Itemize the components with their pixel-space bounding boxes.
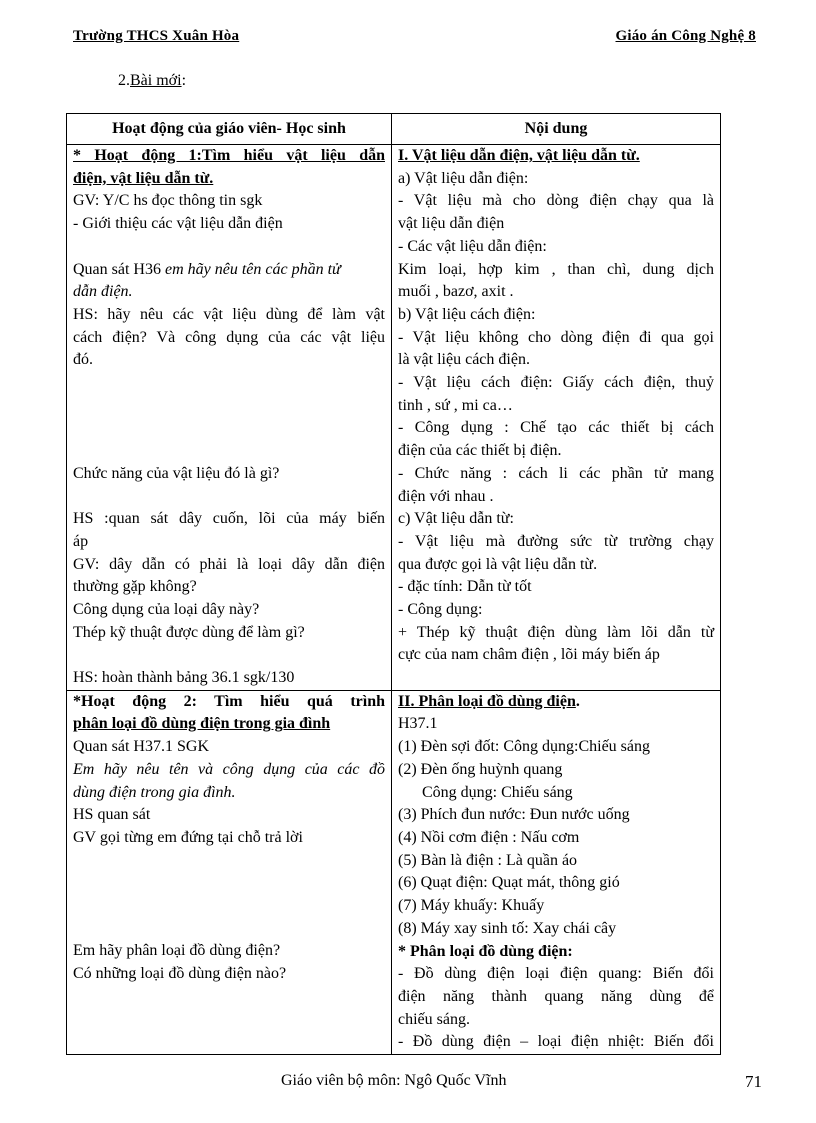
content-1-heading: I. Vật liệu dẫn điện, vật liệu dẫn từ. <box>398 147 640 164</box>
text-line: thường gặp không? <box>73 578 197 596</box>
text-line: - Công dụng : Chế tạo các thiết bị cách <box>398 419 714 437</box>
blank-line <box>73 417 385 440</box>
text-line: + Thép kỹ thuật điện dùng làm lõi dẫn từ <box>398 623 714 641</box>
text-line: b) Vật liệu cách điện: <box>398 305 536 323</box>
blank-line <box>73 644 385 667</box>
text-line: cách điện? Và công dụng của các vật liệu <box>73 328 385 346</box>
text-line: đó. <box>73 351 93 369</box>
text-line: H37.1 <box>398 715 438 733</box>
text-line: a) Vật liệu dẫn điện: <box>398 169 529 187</box>
observe-label: Quan sát H36 <box>73 260 161 278</box>
text-line: điện năng thành quang năng dùng để <box>398 987 714 1005</box>
blank-line <box>73 895 385 918</box>
text-line: - đặc tính: Dẫn từ tốt <box>398 578 532 596</box>
section-heading <box>118 72 186 90</box>
text-line: dẫn điện. <box>73 283 133 301</box>
text-line: tinh , sứ , mi ca… <box>398 396 513 414</box>
text-line: Chức năng của vật liệu đó là gì? <box>73 464 280 482</box>
text-line: vật liệu dẫn điện <box>398 215 505 233</box>
text-line: Công dụng: Chiếu sáng <box>422 783 573 801</box>
header-activities: Hoạt động của giáo viên- Học sinh <box>67 114 392 145</box>
footer-teacher: Giáo viên bộ môn: Ngô Quốc Vĩnh <box>281 1072 507 1089</box>
table-row <box>67 145 721 691</box>
text-line: - Đồ dùng điện loại điện quang: Biến đổi <box>398 965 714 983</box>
text-line: (3) Phích đun nước: Đun nước uống <box>398 806 630 824</box>
text-line: GV: Y/C hs đọc thông tin sgk <box>73 192 263 210</box>
content-cell-1 <box>392 145 721 691</box>
text-line: (1) Đèn sợi đốt: Công dụng:Chiếu sáng <box>398 738 650 756</box>
text-line: HS :quan sát dây cuốn, lõi của máy biến <box>73 510 385 528</box>
activity-cell-2 <box>67 690 392 1054</box>
content-2-heading-text: II. Phân loại đồ dùng điện <box>398 692 576 710</box>
text-line: điện của các thiết bị điện. <box>398 442 562 460</box>
text-line: Em hãy phân loại đồ dùng điện? <box>73 942 281 960</box>
activity-2-title-cont: phân loại đồ dùng điện trong gia đình <box>73 715 331 733</box>
text-line: (4) Nồi cơm điện : Nấu cơm <box>398 828 580 846</box>
text-line: c) Vật liệu dẫn từ: <box>398 510 514 528</box>
text-line: Kim loại, hợp kim , than chì, dung dịch <box>398 260 714 278</box>
table-row <box>67 690 721 1054</box>
text-line: (6) Quạt điện: Quạt mát, thông gió <box>398 874 620 892</box>
blank-line <box>73 850 385 873</box>
text-line: - Chức năng : cách li các phần tử mang <box>398 464 714 482</box>
content-cell-2 <box>392 690 721 1054</box>
text-line: là vật liệu cách điện. <box>398 351 530 369</box>
blank-line <box>73 485 385 508</box>
text-line: - Công dụng: <box>398 601 483 619</box>
activity-1-title-cont: điện, vật liệu dẫn từ. <box>73 169 214 187</box>
text-line: - Giới thiệu các vật liệu dẫn điện <box>73 215 283 233</box>
activity-2-title: *Hoạt động 2: Tìm hiểu quá trình <box>73 692 385 710</box>
text-line: Quan sát H37.1 SGK <box>73 738 209 756</box>
text-line: - Các vật liệu dẫn điện: <box>398 237 547 255</box>
header-content: Nội dung <box>392 114 721 145</box>
activity-cell-1 <box>67 145 392 691</box>
text-line: Có những loại đồ dùng điện nào? <box>73 965 287 983</box>
observe-question: em hãy nêu tên các phần tử <box>160 260 341 278</box>
text-line: muối , bazơ, axit . <box>398 283 514 301</box>
text-line: dùng điện trong gia đình. <box>73 783 236 801</box>
page-number: 71 <box>745 1072 762 1091</box>
text-line: cực của nam châm điện , lõi máy biến áp <box>398 646 660 664</box>
text-line: GV: dây dẫn có phải là loại dây dẫn điện <box>73 555 385 573</box>
text-line: - Vật liệu không cho dòng điện đi qua gọi <box>398 328 714 346</box>
text-line: qua được gọi là vật liệu dẫn từ. <box>398 555 598 573</box>
section-title: Bài mới <box>130 72 182 89</box>
classification-heading: * Phân loại đồ dùng điện: <box>398 942 573 960</box>
text-line: Công dụng của loại dây này? <box>73 600 260 618</box>
text-line: HS: hoàn thành bảng 36.1 sgk/130 <box>73 669 295 687</box>
text-line: - Vật liệu mà đường sức từ trường chạy <box>398 532 714 550</box>
text-line: HS: hãy nêu các vật liệu dùng để làm vật <box>73 305 385 323</box>
text-line: Em hãy nêu tên và công dụng của các đồ <box>73 760 385 778</box>
school-name: Trường THCS Xuân Hòa <box>73 28 240 44</box>
activity-1-title: * Hoạt động 1:Tìm hiểu vật liệu dẫn <box>73 147 385 164</box>
blank-line <box>73 372 385 395</box>
content-2-heading-period: . <box>575 692 580 710</box>
subject-title: Giáo án Công Nghệ 8 <box>615 28 756 44</box>
text-line: - Vật liệu mà cho dòng điện chạy qua là <box>398 192 714 210</box>
text-line: HS quan sát <box>73 806 151 824</box>
text-line: (7) Máy khuấy: Khuấy <box>398 897 545 915</box>
text-line: Thép kỹ thuật được dùng để làm gì? <box>73 623 305 641</box>
text-line: chiếu sáng. <box>398 1010 470 1028</box>
text-line: (5) Bàn là điện : Là quần áo <box>398 851 578 869</box>
table-header-row <box>67 114 721 145</box>
section-colon: : <box>181 72 187 89</box>
text-line: (2) Đèn ống huỳnh quang <box>398 760 563 778</box>
section-number: 2. <box>118 72 130 89</box>
text-line: áp <box>73 532 89 550</box>
blank-line <box>73 236 385 259</box>
blank-line <box>73 395 385 418</box>
text-line: (8) Máy xay sinh tố: Xay chái cây <box>398 919 617 937</box>
text-line: điện với nhau . <box>398 487 494 505</box>
text-line: - Vật liệu cách điện: Giấy cách điện, thuỷ <box>398 374 714 392</box>
text-line: GV gọi từng em đứng tại chỗ trả lời <box>73 828 303 846</box>
blank-line <box>73 918 385 941</box>
text-line <box>73 259 385 282</box>
blank-line <box>73 440 385 463</box>
blank-line <box>73 872 385 895</box>
text-line: - Đồ dùng điện – loại điện nhiệt: Biến đổi <box>398 1033 714 1051</box>
content-2-heading <box>398 691 714 714</box>
lesson-table <box>66 113 721 1055</box>
